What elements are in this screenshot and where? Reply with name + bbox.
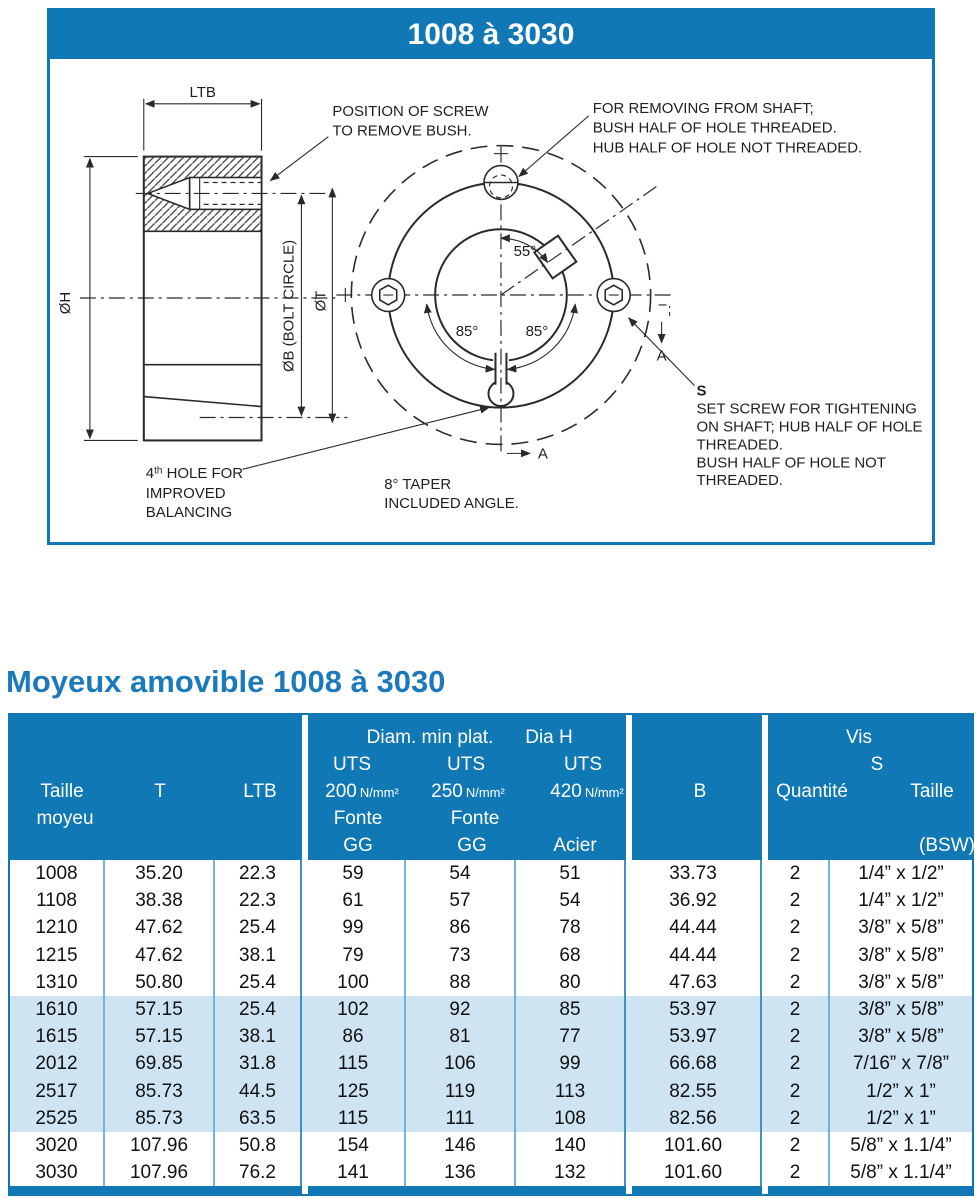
table-row xyxy=(10,1078,972,1105)
table-cell: 85 xyxy=(516,996,626,1023)
table-row xyxy=(10,1023,972,1050)
angle-55: 55° xyxy=(513,243,537,261)
col-acier: Acier xyxy=(553,835,597,856)
table-cell: 78 xyxy=(516,914,626,941)
table-cell: 1/4” x 1/2” xyxy=(858,890,944,912)
table-cell: 82.56 xyxy=(626,1105,762,1132)
table-cell: 76.2 xyxy=(215,1159,302,1186)
table-cell: 38.1 xyxy=(215,1023,302,1050)
col-b: B xyxy=(693,781,707,802)
svg-text:BUSH HALF OF HOLE NOT: BUSH HALF OF HOLE NOT xyxy=(696,454,886,472)
table-cell: 73 xyxy=(406,942,516,969)
table-cell: 1/2” x 1” xyxy=(866,1080,936,1102)
table-cell: 44.44 xyxy=(626,914,762,941)
col-bsw: (BSW) xyxy=(919,835,975,856)
svg-text:HUB HALF OF HOLE NOT THREADED.: HUB HALF OF HOLE NOT THREADED. xyxy=(592,139,863,157)
table-cell: 36.92 xyxy=(626,887,762,914)
svg-text:TO REMOVE BUSH.: TO REMOVE BUSH. xyxy=(332,122,472,140)
col-diam-min-plat: Diam. min plat. xyxy=(366,727,494,748)
drawing-panel xyxy=(47,8,935,545)
table-cell: 44.44 xyxy=(626,942,762,969)
table-cell: 57.15 xyxy=(105,1023,215,1050)
col-fonte-2: Fonte xyxy=(450,808,500,829)
dim-ltb: LTB xyxy=(189,83,216,101)
note-taper: 8° TAPER xyxy=(384,476,452,494)
table-cell: 106 xyxy=(406,1050,516,1077)
table-cell: 25.4 xyxy=(215,996,302,1023)
table-cell: 2 xyxy=(762,887,830,914)
table-cell: 53.97 xyxy=(626,1023,762,1050)
table-cell: 53.97 xyxy=(626,996,762,1023)
table-cell: 25.4 xyxy=(215,914,302,941)
table-cell: 47.62 xyxy=(105,914,215,941)
table-cell: 115 xyxy=(302,1105,406,1132)
table-cell: 3/8” x 5/8” xyxy=(858,944,944,966)
table-cell: 100 xyxy=(302,969,406,996)
col-taille: Taille xyxy=(40,781,84,802)
table-body xyxy=(10,860,972,1186)
table-cell: 57.15 xyxy=(105,996,215,1023)
col-uts-200-label: UTS xyxy=(333,754,371,775)
svg-text:THREADED.: THREADED. xyxy=(696,472,783,490)
table-cell: 50.8 xyxy=(215,1132,302,1159)
section-view xyxy=(57,84,347,441)
table-cell: 108 xyxy=(516,1105,626,1132)
section-a-bottom: A xyxy=(537,445,548,463)
table-cell: 44.5 xyxy=(215,1078,302,1105)
table-cell: 82.55 xyxy=(626,1078,762,1105)
table-cell: 2525 xyxy=(10,1105,105,1132)
table-cell: 51 xyxy=(516,860,626,887)
svg-text:BALANCING: BALANCING xyxy=(145,504,233,522)
table-cell: 132 xyxy=(516,1159,626,1186)
table-row xyxy=(10,969,972,996)
table-cell: 141 xyxy=(302,1159,406,1186)
table-cell: 102 xyxy=(302,996,406,1023)
table-cell: 2 xyxy=(762,1023,830,1050)
table-cell: 50.80 xyxy=(105,969,215,996)
table-cell: 54 xyxy=(516,887,626,914)
table-cell: 33.73 xyxy=(626,860,762,887)
table-cell: 1/2” x 1” xyxy=(866,1107,936,1129)
table-cell: 113 xyxy=(516,1078,626,1105)
table-header xyxy=(10,715,975,860)
col-moyeu: moyeu xyxy=(36,808,94,829)
table-cell: 115 xyxy=(302,1050,406,1077)
table-cell: 85.73 xyxy=(105,1105,215,1132)
table-cell: 5/8” x 1.1/4” xyxy=(850,1134,952,1156)
table-cell: 2 xyxy=(762,914,830,941)
table-cell: 2 xyxy=(762,1078,830,1105)
table-cell: 1610 xyxy=(10,996,105,1023)
table-cell: 2 xyxy=(762,1159,830,1186)
table-cell: 136 xyxy=(406,1159,516,1186)
table-cell: 3030 xyxy=(10,1159,105,1186)
table-cell: 2517 xyxy=(10,1078,105,1105)
col-fonte-1: Fonte xyxy=(333,808,383,829)
table-cell: 92 xyxy=(406,996,516,1023)
table-cell: 77 xyxy=(516,1023,626,1050)
table-cell: 38.1 xyxy=(215,942,302,969)
table-cell: 1310 xyxy=(10,969,105,996)
section-heading: Moyeux amovible 1008 à 3030 xyxy=(6,664,446,699)
table-cell: 1108 xyxy=(10,887,105,914)
table-cell: 101.60 xyxy=(626,1132,762,1159)
dim-oh: ØH xyxy=(56,291,74,315)
table-cell: 3/8” x 5/8” xyxy=(858,917,944,939)
table-cell: 81 xyxy=(406,1023,516,1050)
col-uts-250-label: UTS xyxy=(447,754,485,775)
table-cell: 1210 xyxy=(10,914,105,941)
note-position-screw: POSITION OF SCREW xyxy=(332,102,489,120)
table-cell: 1/4” x 1/2” xyxy=(858,863,944,884)
col-taille-vis: Taille xyxy=(910,781,954,802)
table-row xyxy=(10,942,972,969)
angle-85-right: 85° xyxy=(525,322,549,340)
section-a-right: A xyxy=(656,347,667,365)
table-cell: 2 xyxy=(762,1105,830,1132)
table-cell: 35.20 xyxy=(105,860,215,887)
col-s: S xyxy=(870,754,884,775)
panel-title: 1008 à 3030 xyxy=(50,11,932,59)
table-row xyxy=(10,1159,972,1186)
table-row xyxy=(10,1105,972,1132)
table-cell: 68 xyxy=(516,942,626,969)
dim-ot: ØT xyxy=(312,290,330,312)
table-cell: 54 xyxy=(406,860,516,887)
table-cell: 3/8” x 5/8” xyxy=(858,998,944,1020)
note-removing: FOR REMOVING FROM SHAFT; xyxy=(592,99,814,117)
table-cell: 63.5 xyxy=(215,1105,302,1132)
table-cell: 31.8 xyxy=(215,1050,302,1077)
table-cell: 2 xyxy=(762,969,830,996)
table-footer xyxy=(10,1186,972,1194)
table-cell: 38.38 xyxy=(105,887,215,914)
col-quantite: Quantité xyxy=(776,781,848,802)
table-cell: 99 xyxy=(516,1050,626,1077)
table-cell: 61 xyxy=(302,887,406,914)
svg-text:ON SHAFT; HUB HALF OF HOLE: ON SHAFT; HUB HALF OF HOLE xyxy=(696,418,923,436)
front-view xyxy=(336,146,670,463)
table-cell: 86 xyxy=(406,914,516,941)
table-cell: 154 xyxy=(302,1132,406,1159)
table-cell: 111 xyxy=(406,1105,516,1132)
col-dia-h: Dia H xyxy=(525,727,573,748)
table-cell: 3/8” x 5/8” xyxy=(858,1026,944,1048)
table-cell: 59 xyxy=(302,860,406,887)
col-gg-2: GG xyxy=(457,835,487,856)
table-cell: 5/8” x 1.1/4” xyxy=(850,1162,952,1184)
table-cell: 125 xyxy=(302,1078,406,1105)
table-cell: 107.96 xyxy=(105,1132,215,1159)
angle-85-left: 85° xyxy=(455,322,479,340)
table-cell: 1008 xyxy=(10,860,105,887)
col-ltb: LTB xyxy=(243,781,277,802)
table-cell: 107.96 xyxy=(105,1159,215,1186)
col-t: T xyxy=(154,781,166,802)
svg-text:BUSH HALF OF HOLE THREADED.: BUSH HALF OF HOLE THREADED. xyxy=(592,119,837,137)
table-cell: 79 xyxy=(302,942,406,969)
table-cell: 88 xyxy=(406,969,516,996)
table-row xyxy=(10,1132,972,1159)
col-gg-1: GG xyxy=(343,835,373,856)
note-set-screw: SET SCREW FOR TIGHTENING xyxy=(696,400,917,418)
table-cell: 66.68 xyxy=(626,1050,762,1077)
svg-text:INCLUDED ANGLE.: INCLUDED ANGLE. xyxy=(384,495,519,513)
table-cell: 2012 xyxy=(10,1050,105,1077)
table-cell: 47.62 xyxy=(105,942,215,969)
table-cell: 140 xyxy=(516,1132,626,1159)
table-row xyxy=(10,887,972,914)
table-cell: 7/16” x 7/8” xyxy=(852,1053,950,1075)
table-cell: 86 xyxy=(302,1023,406,1050)
svg-text:IMPROVED: IMPROVED xyxy=(145,485,226,503)
table-cell: 22.3 xyxy=(215,887,302,914)
col-vis: Vis xyxy=(845,727,873,748)
table-cell: 47.63 xyxy=(626,969,762,996)
table-cell: 2 xyxy=(762,996,830,1023)
table-cell: 25.4 xyxy=(215,969,302,996)
table-row xyxy=(10,914,972,941)
technical-drawing xyxy=(50,59,930,540)
table-cell: 2 xyxy=(762,1050,830,1077)
table-cell: 101.60 xyxy=(626,1159,762,1186)
table-cell: 2 xyxy=(762,860,830,887)
table-row xyxy=(10,860,972,887)
table-cell: 1615 xyxy=(10,1023,105,1050)
table-cell: 3020 xyxy=(10,1132,105,1159)
table-row xyxy=(10,996,972,1023)
col-uts-250-value: 250 N/mm² xyxy=(431,781,505,802)
col-uts-420-value: 420 N/mm² xyxy=(550,781,624,802)
note-s-label: S xyxy=(696,382,707,400)
table-cell: 57 xyxy=(406,887,516,914)
table-cell: 69.85 xyxy=(105,1050,215,1077)
table-cell: 80 xyxy=(516,969,626,996)
hub-dimensions-table xyxy=(8,713,974,1196)
table-cell: 119 xyxy=(406,1078,516,1105)
note-fourth-hole: 4th HOLE FOR xyxy=(145,465,244,483)
dim-ob: ØB (BOLT CIRCLE) xyxy=(280,239,298,373)
table-row xyxy=(10,1050,972,1077)
table-cell: 146 xyxy=(406,1132,516,1159)
table-cell: 99 xyxy=(302,914,406,941)
table-cell: 2 xyxy=(762,942,830,969)
svg-text:THREADED.: THREADED. xyxy=(696,436,783,454)
table-cell: 1215 xyxy=(10,942,105,969)
col-uts-420-label: UTS xyxy=(564,754,602,775)
table-cell: 2 xyxy=(762,1132,830,1159)
col-uts-200-value: 200 N/mm² xyxy=(325,781,399,802)
table-cell: 85.73 xyxy=(105,1078,215,1105)
table-cell: 3/8” x 5/8” xyxy=(858,971,944,993)
table-cell: 22.3 xyxy=(215,860,302,887)
